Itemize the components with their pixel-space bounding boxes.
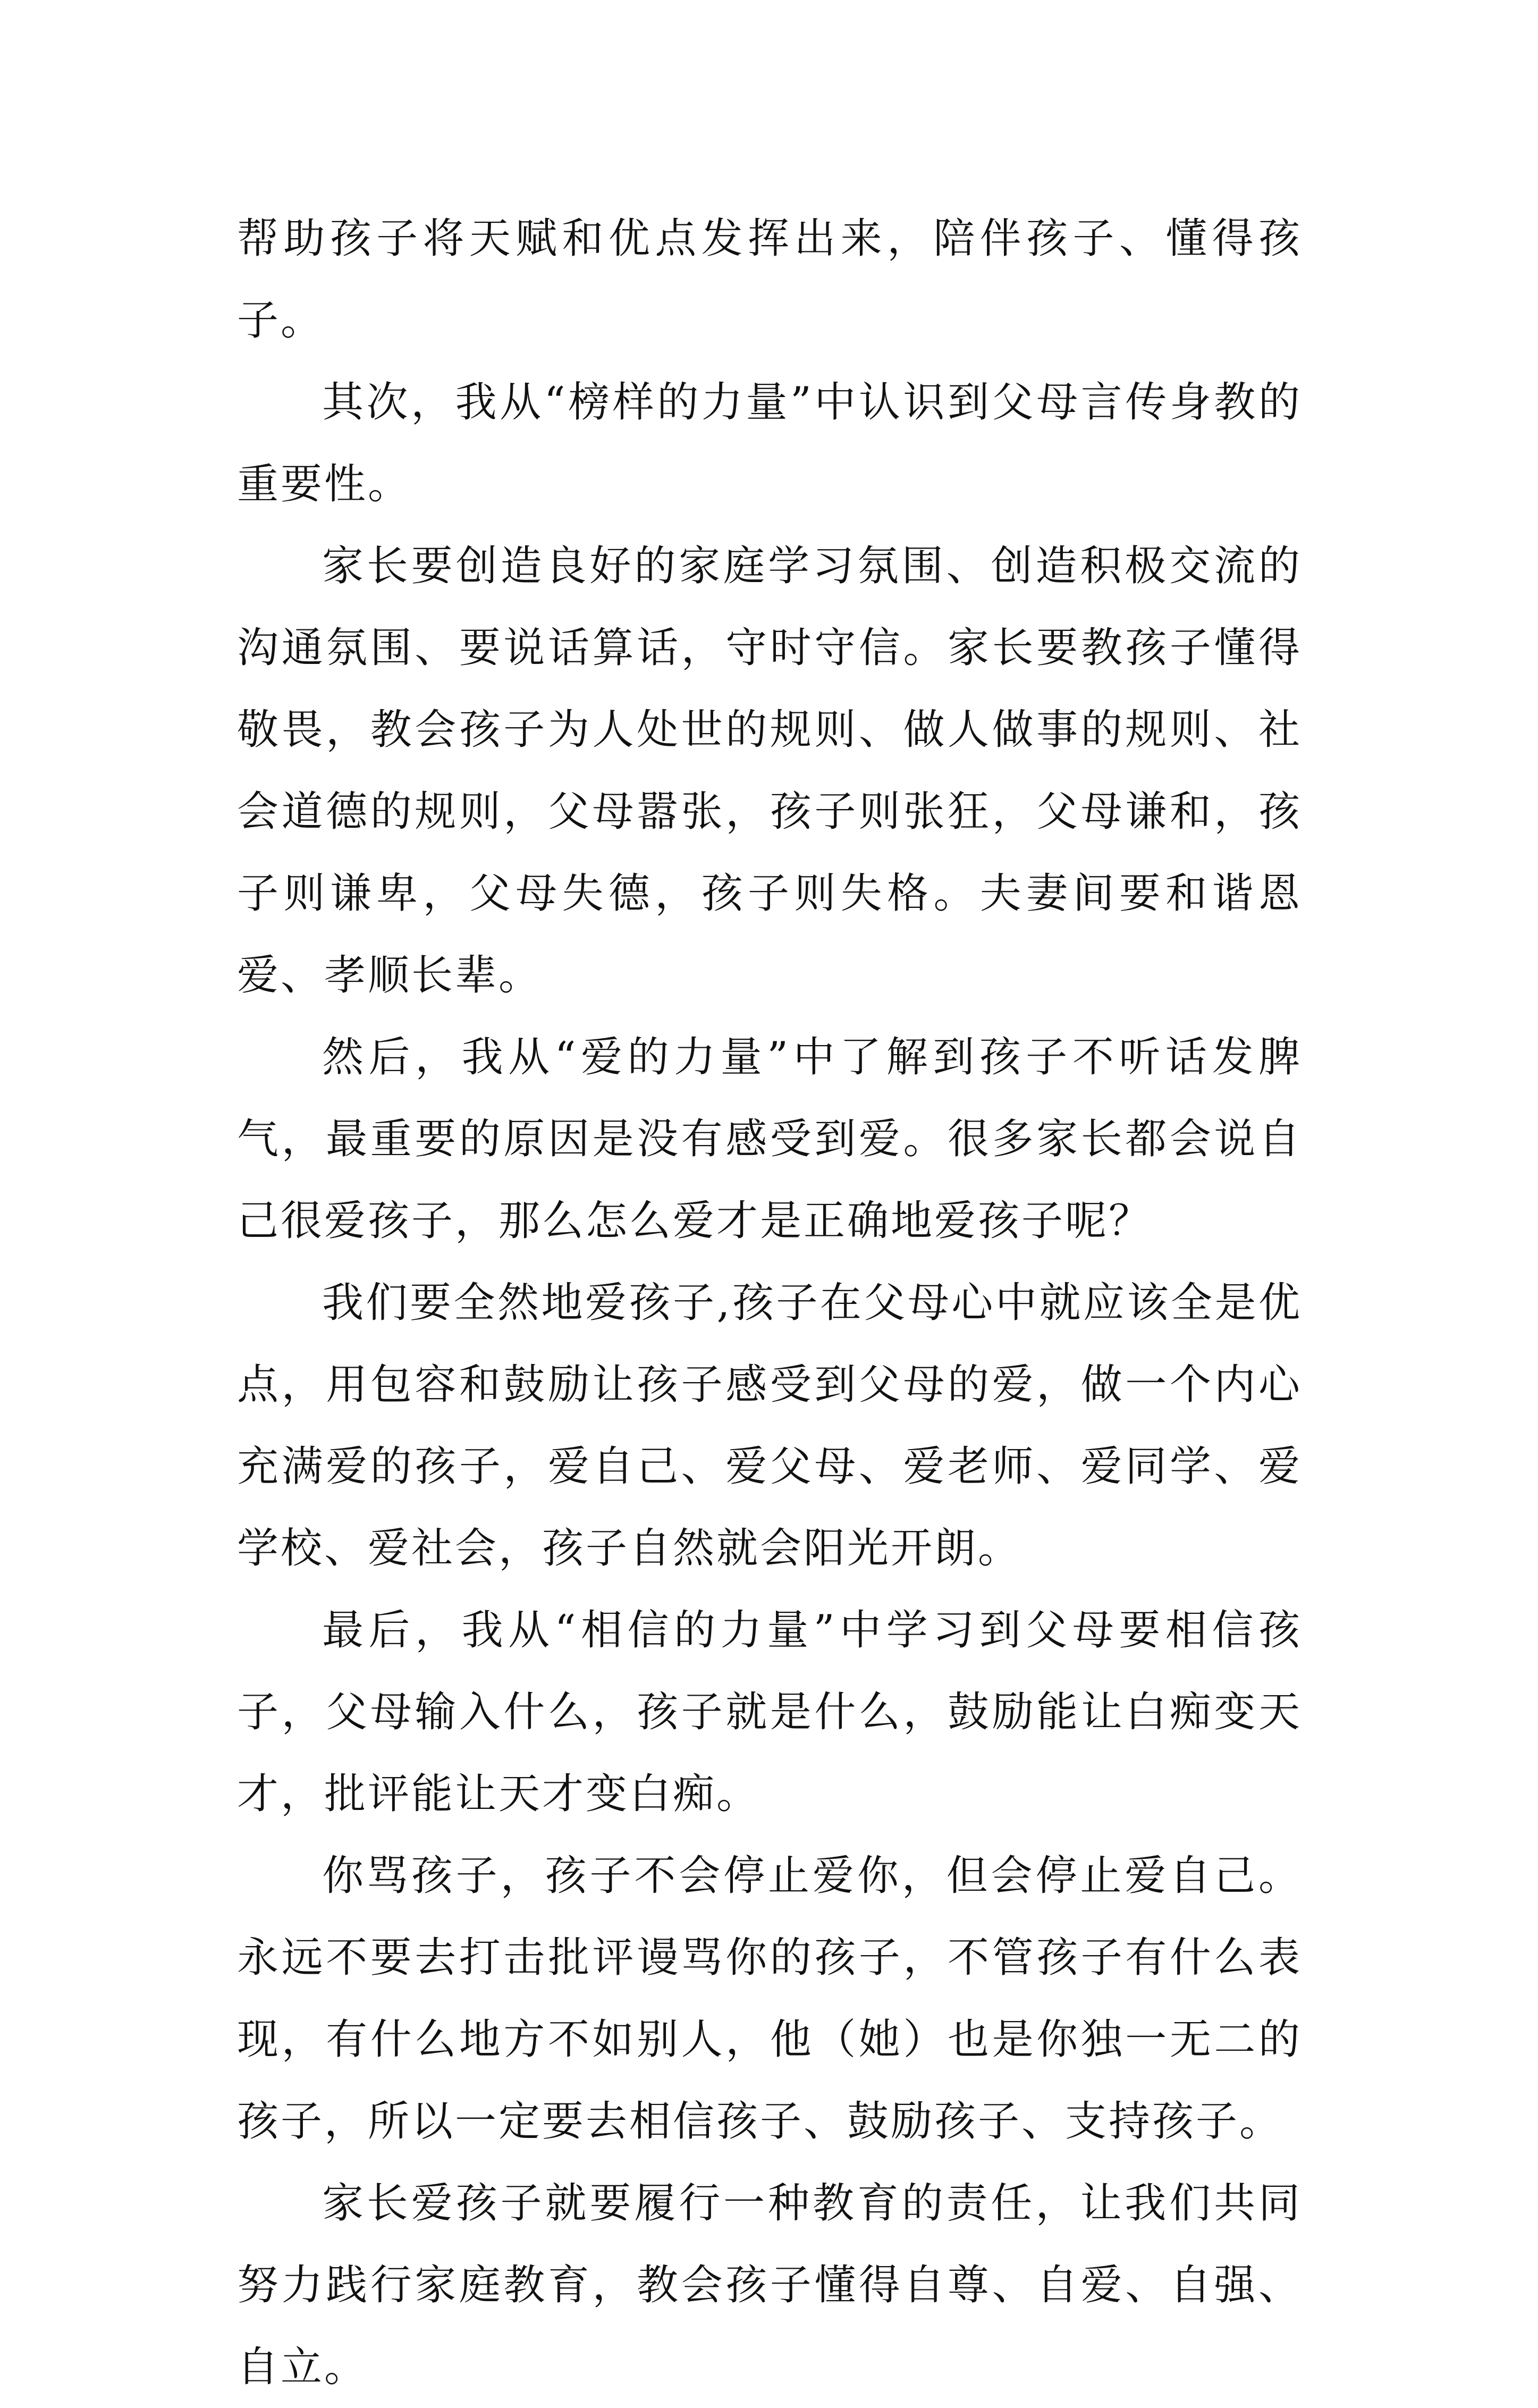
paragraph-2: 其次，我从“榜样的力量”中认识到父母言传身教的重要性。 xyxy=(237,378,1302,508)
paragraph-8: 家长爱孩子就要履行一种教育的责任，让我们共同努力践行家庭教育，教会孩子懂得自尊、自爱、自强、自立。 xyxy=(237,2179,1302,2391)
paragraph-1: 帮助孩子将天赋和优点发挥出来，陪伴孩子、懂得孩子。 xyxy=(237,215,1302,344)
paragraph-3: 家长要创造良好的家庭学习氛围、创造积极交流的沟通氛围、要说话算话，守时守信。家长要教孩子懂得敬畏，教会孩子为人处世的规则、做人做事的规则、社会道德的规则，父母嚣张，孩子则张狂，父母谦和，孩子则谦卑，父母失德，孩子则失格。夫妻间要和谐恩爱、孝顺长辈。 xyxy=(237,542,1302,999)
body-text xyxy=(237,198,1302,2408)
paragraph-6: 最后，我从“相信的力量”中学习到父母要相信孩子，父母输入什么，孩子就是什么，鼓励能让白痴变天才，批评能让天才变白痴。 xyxy=(237,1606,1302,1818)
paragraph-5: 我们要全然地爱孩子,孩子在父母心中就应该全是优点，用包容和鼓励让孩子感受到父母的爱，做一个内心充满爱的孩子，爱自己、爱父母、爱老师、爱同学、爱学校、爱社会，孩子自然就会阳光开朗。 xyxy=(237,1279,1302,1572)
paragraph-4: 然后，我从“爱的力量”中了解到孩子不听话发脾气，最重要的原因是没有感受到爱。很多家长都会说自己很爱孩子，那么怎么爱才是正确地爱孩子呢？ xyxy=(237,1033,1302,1245)
paragraph-7: 你骂孩子，孩子不会停止爱你，但会停止爱自己。永远不要去打击批评谩骂你的孩子，不管孩子有什么表现，有什么地方不如别人，他（她）也是你独一无二的孩子，所以一定要去相信孩子、鼓励孩子、支持孩子。 xyxy=(237,1852,1302,2145)
